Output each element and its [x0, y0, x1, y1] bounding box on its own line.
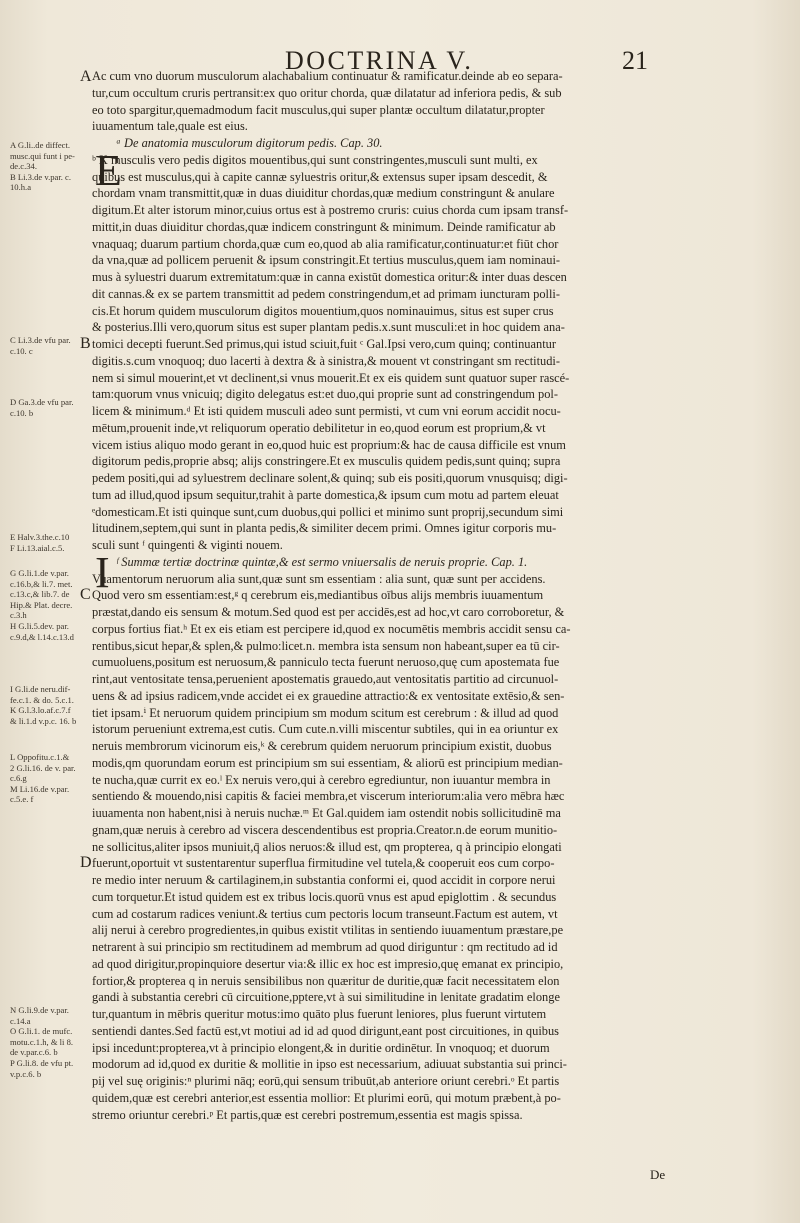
margin-note: c.14.a	[10, 1015, 31, 1026]
text-line	[92, 1123, 680, 1140]
margin-note: c.16.b,& li.7. met.	[10, 578, 73, 589]
text-line: modorum ad id,quod ex duritie & mollitie in ipso est necessarium, adiuuat substantia sui princi-	[92, 1057, 567, 1072]
section-letter-b: B	[80, 335, 91, 352]
text-line: ne sollicitus,aliter ipsos muniuit,q̄ alios neruos:& illud est, qm propterea, q à principio elongati	[92, 839, 562, 854]
margin-note: I G.li.de neru.dif-	[10, 684, 71, 694]
margin-note: 2 G.li.16. de v. par.	[10, 762, 76, 773]
margin-note: P G.li.8. de vfu pt.	[10, 1057, 74, 1068]
text-line: fortior,& propterea q in neruis sensibilibus non quæritur de duritie,quæ facit necessitatem elon	[92, 973, 560, 988]
text-line: tam:quorum vnus vnicuiq; digito delegatus est:et duo,qui proprie sunt ad constringendum pol-	[92, 387, 558, 402]
text-line: mittit,in duas diuiditur chordas,quæ indicem constringunt & minimum. Deinde ramificatur ab	[92, 219, 556, 234]
text-line: digitis.s.cum vnoquoq; duo lacerti à dextra & à sinistra,& mouent vt constringant sm rectitudi-	[92, 353, 561, 368]
text-line: chordam vnam transmittit,quæ in duas diuiditur chordas,quæ medium constringunt & anulare	[92, 186, 555, 201]
margin-note-group	[10, 1005, 90, 1079]
text-line: pedem positi,qui ad syluestrem declinare solent,& quinq; sub eis positi,quorum vnusquisq; digi-	[92, 471, 568, 485]
text-line: istorum perueniunt extrema,est cutis. Cum cute.n.villi miscentur subtiles, qui in ea oriuntur ex	[92, 722, 559, 737]
running-header-title: DOCTRINA V.	[285, 46, 474, 75]
text-line: quidem,quæ est cerebri anterior,est essentia mollior: Et plurimi eorū, qui motum præbent,à po-	[92, 1090, 561, 1105]
text-line: iuuamenta non habent,nisi à neruis nuchæ.ᵐ Et Gal.quidem iam ostendit nobis sollicitudinē ma	[92, 806, 561, 820]
margin-note: fe.c.1. & do. 5.c.1.	[10, 694, 74, 705]
margin-note: N G.li.9.de v.par.	[10, 1005, 69, 1015]
text-line: stremo oriuntur cerebri.ᵖ Et partis,quæ est cerebri postremum,essentia est magis spissa.	[92, 1107, 523, 1122]
margin-note-group	[10, 752, 90, 805]
chapter-heading: ᵃ De anatomia musculorum digitorum pedis. Cap. 30.	[116, 136, 383, 150]
text-line: litudinem,septem,qui sunt in planta pedis,& similiter decem primi. Omnes igitur corporis mu-	[92, 521, 557, 536]
section-letter-a: A	[80, 68, 92, 85]
text-line: Ac cum vno duorum musculorum alachabalium continuatur & ramificatur.deinde ab eo separa-	[92, 69, 563, 83]
text-line: Vuamentorum neruorum alia sunt,quæ sunt sm essentiam : alia sunt, quæ sunt per accidens.	[92, 571, 546, 586]
text-line: ᵇ X musculis vero pedis digitos mouentibus,qui sunt constringentes,musculi sunt multi, ex	[92, 152, 538, 167]
text-line: ipsi incedunt:propterea,vt à principio elongent,& in duritie ordinētur. In vnoquoq; et duorum	[92, 1040, 550, 1055]
text-line: cum torquetur.Et istud quidem est ex tribus locis.quorū vnus est apud epiglottim . & secundus	[92, 889, 557, 904]
text-line: tum ad illud,quod ipsum sequitur,trahit à parte domestica,& ipsum cum motu ad partem eleuat	[92, 487, 559, 502]
margin-note: Hip.& Plat. decre.	[10, 599, 73, 610]
margin-note: O G.li.1. de mufc.	[10, 1026, 73, 1037]
margin-note: L Oppofitu.c.1.&	[10, 752, 70, 762]
text-line: iuuamentum tale,quale est eius.	[92, 119, 248, 134]
text-line: digitum.Et alter istorum minor,cuius ortus est à postremo cruris: cuius chorda cum ipsam transf-	[92, 203, 569, 217]
margin-note: C Li.3.de vfu par.	[10, 335, 71, 345]
text-line: tiet ipsam.ⁱ Et neruorum quidem principium sm modum scitum est cerebrum : & illud ad quod	[92, 705, 559, 720]
margin-note: c.13.c,& lib.7. de	[10, 589, 70, 600]
margin-note: F Li.13.aial.c.5.	[10, 542, 65, 553]
text-line: neruis membrorum vicinorum eis,ᵏ & cerebrum quidem neruorum principium existit, duobus	[92, 739, 552, 753]
text-line: cis.Et horum quidem musculorum digitos mouentium,quos nominauimus, situs est super crus	[92, 303, 554, 318]
margin-note: B Li.3.de v.par. c.	[10, 171, 72, 182]
drop-capital-i: I	[95, 548, 110, 597]
text-line: fuerunt,oportuit vt sustentarentur superflua firmitudine vel tutela,& cooperuit eos cum corpo-	[92, 856, 555, 871]
text-line: nem si simul mouerint,et vt declinent,si vnus mouerit.Et ex eis quidem sunt quatuor super rascé-	[92, 370, 570, 385]
text-line: re medio inter neruum & cartilaginem,in substantia conformi ei, quod accidit in corpore nerui	[92, 873, 556, 887]
text-line: & posterius.Illi vero,quorum situs est super plantam pedis.x.sunt musculi:et in hoc quidem ana-	[92, 320, 565, 335]
text-line: digitorum pedis,proprie absq; alijs constringere.Et ex musculis quidem pedis,sunt quinq; supra	[92, 454, 561, 469]
section-letter-d: D	[80, 854, 92, 871]
text-line: tomici decepti fuerunt.Sed primus,qui istud sciuit,fuit ᶜ Gal.Ipsi vero,cum quinq; continuantur	[92, 337, 556, 351]
text-line: ᵉdomesticam.Et isti quinque sunt,cum duobus,qui pollici et minimo sunt proprij,secundum simi	[92, 504, 564, 519]
margin-note: M Li.16.de v.par.	[10, 783, 70, 794]
margin-note: motu.c.1.h, & li 8.	[10, 1036, 74, 1047]
text-line: rentibus,sicut hepar,& splen,& pulmo:licet.n. membra ista sensum non habeant,super ea tū cir-	[92, 638, 560, 653]
margin-note-group	[10, 568, 90, 642]
margin-note-group	[10, 335, 90, 356]
margin-note-group	[10, 532, 90, 553]
text-line: præstat,dando eis sensum & motum.Sed quod est per accidēs,est ad hoc,vt caro corroboretur, &	[92, 605, 565, 619]
margin-note: E Halv.3.the.c.10	[10, 532, 70, 542]
text-line: corpus fortius fiat.ʰ Et ex eis etiam est percipere id,quod ex nocumētis membris accidit sensu ca-	[92, 621, 571, 636]
margin-note: G G.li.1.de v.par.	[10, 568, 69, 578]
text-line: te nucha,quæ currit ex eo.ˡ Ex neruis vero,qui à cerebro egrediuntur, non iuuantur membra in	[92, 772, 551, 787]
margin-note: c.6.g	[10, 773, 27, 784]
text-line: dit cannas.& ex se partem transmittit ad pedem constringendum,et ad primam iuncturam polli-	[92, 286, 560, 301]
text-line: rint,aut ventositate tensa,peruenient apostematis grauedo,aut ventositatis partitio ad circunuol-	[92, 672, 559, 686]
margin-note: c.10. c	[10, 345, 33, 356]
margin-note: de v.par.c.6. b	[10, 1047, 58, 1058]
margin-note: & li.1.d v.p.c. 16. b	[10, 715, 77, 726]
text-line: tur,cum occultum cruris pertransit:ex quo oritur chorda, quæ dilatatur ad inferiora pedis, & sub	[92, 85, 562, 100]
text-line: mus à syluestri duarum extremitatum:quæ in canna existūt domestica oritur:& inter duas descen	[92, 270, 567, 284]
margin-note: H G.li.5.dev. par.	[10, 620, 69, 631]
margin-note: D Ga.3.de vfu par.	[10, 397, 74, 407]
text-line: sentiendi dantes.Sed factū est,vt motiui ad id ad quod dirigunt,eant post circuitiones, in quibus	[92, 1023, 559, 1038]
section-letter-c: C	[80, 586, 91, 603]
text-line: tur,quantum in mēbris queritur motus:imo quāto plus fuerunt leniores, plus fuerunt virtutem	[92, 1007, 547, 1021]
margin-note: c.9.d,& l.14.c.13.d	[10, 631, 74, 642]
text-line: licem & minimum.ᵈ Et isti quidem musculi adeo sunt permisti, vt cum vni eorum accidit nocu-	[92, 404, 561, 418]
margin-note-group	[10, 140, 90, 193]
text-line: gnam,quæ neruis à cerebro ad viscera descendentibus est propria.Creator.n.de eorum munitio-	[92, 822, 558, 837]
margin-note: K G.l.3.lo.af.c.7.f	[10, 705, 71, 716]
margin-note-group	[10, 397, 90, 418]
text-line: vnaquaq; duarum partium chorda,quæ cum eo,quod ab alia ramificatur,continuatur:et fiūt chor	[92, 236, 559, 251]
text-line: modis,qm quorundam eorum est principium sm sui essentiam, & aliorū est principium median-	[92, 755, 563, 770]
text-line: vicem istius aliquo modo gerant in eo,quod huic est proprium:& hac de causa difficile est vnum	[92, 437, 566, 452]
margin-note: musc.qui funt i pe-	[10, 150, 75, 161]
text-line: gandi à substantia cerebri cū circuitione,pptere,vt à sui similitudine in lenitate gradatim elonge	[92, 990, 560, 1005]
text-line: Quod vero sm essentiam:est,ᵍ q cerebrum eis,mediantibus oībus alijs membris iuuamentum	[92, 588, 544, 603]
text-line	[92, 1140, 680, 1157]
margin-note: de.c.34.	[10, 161, 37, 172]
catchword: De	[650, 1167, 666, 1182]
margin-note: v.p.c.6. b	[10, 1068, 42, 1079]
text-line: cumuoluens,positum est neruosum,& panniculo tecta fuerunt neruoso,quę cum apostemata fue	[92, 655, 560, 670]
text-line: quibus est musculus,qui à capite cannæ syluestris oritur,& extensus super ipsam descedit, &	[92, 169, 548, 184]
margin-note: c.10. b	[10, 407, 34, 418]
margin-note: 10.h.a	[10, 182, 32, 193]
margin-note: c.5.e. f	[10, 794, 34, 805]
margin-note: c.3.h	[10, 610, 27, 621]
text-line: cum ad costarum radices veniunt.& tertius cum pectoris locum transeunt.Factum est autem, vt	[92, 906, 558, 921]
text-line: eo toto spargitur,quemadmodum facit musculus,qui super plantæ occultum dilatatur,propter	[92, 102, 545, 117]
text-line: netrarent à sui principio sm rectitudinem ad membrum ad quod diriguntur : qm rectitudo ad id	[92, 940, 558, 954]
drop-capital-e: E	[95, 146, 122, 195]
text-line: mētum,prouenit inde,vt reliquorum operatio debilitetur in eo,quod eorum est proprium,& vt	[92, 420, 546, 435]
page-number: 21	[622, 46, 648, 75]
margin-note: A G.li..de diffect.	[10, 140, 70, 150]
text-line: pij vel suę originis:ⁿ plurimi nāq; eorū,qui sensum tribuūt,ab anteriore oriunt cerebri.ᵒ Et partis	[92, 1074, 560, 1088]
text-line: sculi sunt ᶠ quingenti & viginti nouem.	[92, 538, 283, 552]
margin-note-group	[10, 684, 90, 726]
text-line: uens & ad ipsius radicem,vnde accidet ei ex grauedine attractio:& ex ventositate extēsio,& sen-	[92, 688, 565, 703]
text-line: sentiendo & mouendo,nisi capitis & faciei membra,et viscerum interiorum:alia vero mēbra hæc	[92, 789, 565, 804]
main-text-block	[92, 68, 680, 1157]
text-line: alij nerui à cerebro progredientes,in quibus existit vtilitas in sentiendo iuuamentum præstare,pe	[92, 923, 564, 938]
chapter-heading: ᶠ Summæ tertiæ doctrinæ quintæ,& est sermo vniuersalis de neruis proprie. Cap. 1.	[116, 554, 528, 569]
text-line: da vna,quæ ad pollicem peruenit & ipsum constringit.Et tertius musculus,quem iam nominaui-	[92, 253, 561, 268]
text-line: ad quod dirigitur,propinquiore desertur via:& illic ex hoc est impresio,quę emanat ex principio,	[92, 956, 564, 971]
